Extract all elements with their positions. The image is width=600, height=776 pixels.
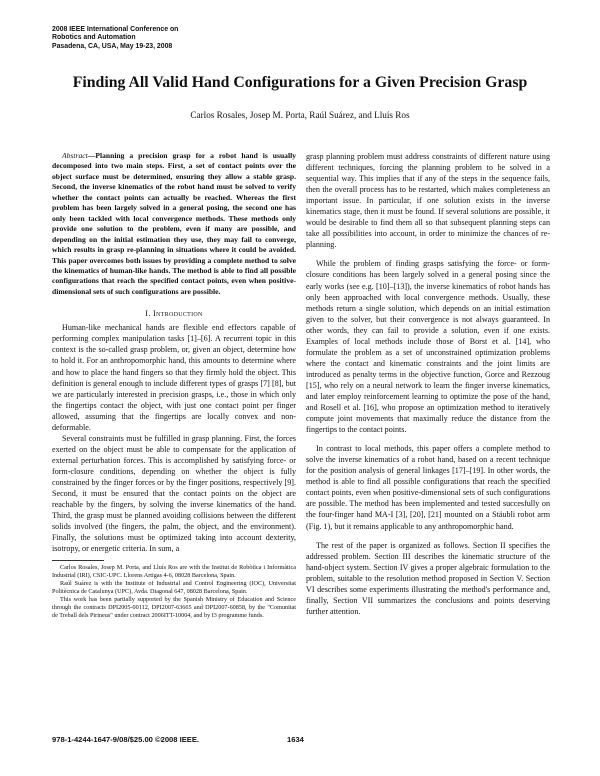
- paper-title: Finding All Valid Hand Configurations for a Given Precision Grasp: [72, 74, 528, 91]
- footnote-divider: [52, 560, 104, 561]
- paragraph: While the problem of finding grasps satisfying the force- or form-closure conditions has been largely solved in a general posing since the early works (see e.g. [10]–[13]), the inverse kinematics of robot hands has only been approached with local convergence methods. Usually, these methods return a single solution, which depends on an initial estimation given to the solver, but their convergence is not always guaranteed. In other words, they can fail to provide a solution, even if one exists. Examples of local methods include those of Borst et al. [14], who formulate the problem as a set of unconstrained optimization problems where the contact and kinematic constraints and the joint limits are introduced as penalty terms in the objective function, Gorce and Rezzoug [15], who rely on a neural network to learn the finger inverse kinematics, and later employ reinforcement learning to optimize the pose of the hand, and Rosell et al. [16], who propose an optimization method to iteratively compute joint movements that maximally reduce the distance from the fingertips to the contact points.: [306, 259, 550, 435]
- abstract: [52, 151, 296, 297]
- conference-line: 2008 IEEE International Conference on: [52, 26, 179, 33]
- conference-line: Pasadena, CA, USA, May 19-23, 2008: [52, 42, 173, 50]
- footnote: Carlos Rosales, Josep M. Porta, and Lluís Ros are with the Institut de Robòtica i Informàtica Industrial (IRI), CSIC-UPC. Llorens Artigas 4-6, 08028 Barcelona, Spain.: [52, 564, 296, 580]
- conference-line: Robotics and Automation: [52, 34, 136, 42]
- footnote: This work has been partially supported by the Spanish Ministry of Education and Science through the contracts DPI2005-00112, DPI2007-63665 and DPI2007-60858, by the "Comunitat de Treball dels Pirineus" under contract 2006ITT-10004, and by I3 programme funds.: [52, 595, 296, 619]
- abstract-label: Abstract: [62, 151, 88, 160]
- conference-header: [52, 26, 272, 51]
- isbn-footer: 978-1-4244-1647-9/08/$25.00 ©2008 IEEE.: [52, 735, 200, 744]
- paragraph: The rest of the paper is organized as follows. Section II specifies the addressed problem. Section III describes the kinematic structure of the hand-object system. Section IV gives a proper algebraic formulation to the problem, suitable to the resolution method proposed in Section V. Section VI describes some experiments illustrating the method's performance and, finally, Section VII summarizes the conclusions and points deserving further attention.: [306, 540, 550, 616]
- paragraph: Several constraints must be fulfilled in grasp planning. First, the forces exerted on the object must be able to compensate for the application of external perturbation forces. This is accomplished by satisfying force- or form-closure conditions, depending on whether the object is fully constrained by the finger forces or by the finger positions, respectively [9]. Second, it must be ensured that the contact points on the object are reachable by the fingers, by solving the inverse kinematics of the hand. Third, the grasp must be planned avoiding collisions between the different solids involved (the fingers, the palm, the object, and the environment). Finally, the solutions must be optimized taking into account dexterity, isotropy, or energetic criteria. In sum, a: [52, 433, 296, 554]
- paragraph: In contrast to local methods, this paper offers a complete method to solve the inverse kinematics of a robot hand, based on a recent technique for the position analysis of general linkages [17]–[19]. In other words, the method is able to find all possible configurations that reach the specified contact points, even when positive-dimensional sets of such configurations are possible. The method has been implemented and tested succesfully on the four-finger hand MA-I [3], [20], [21] mounted on a Stäubli robot arm (Fig. 1), but it remains applicable to any anthropomorphic hand.: [306, 444, 550, 531]
- section-heading-introduction: I. Introduction: [145, 309, 203, 319]
- paragraph: grasp planning problem must address constraints of different nature using different techniques, forcing the planning problem to be solved in a sequential way. This implies that if any of the steps in the sequence fails, then the overall process has to be restarted, which makes completeness an important issue. In particular, if one solution exists in the inverse kinematics stage, then it must be found. If several solutions are possible, it would be desirable to find them all so that subsequent planning steps can take all possibilities into account, in order to minimize the chances of re-planning.: [306, 152, 550, 250]
- page-number: 1634: [287, 735, 304, 744]
- left-column: [52, 151, 296, 620]
- footnote: Raúl Suárez is with the Institute of Industrial and Control Engineering (IOC), Universitat Politècnica de Catalunya (UPC), Avda. Diagonal 647, 08028 Barcelona, Spain.: [52, 580, 296, 596]
- abstract-text: —Planning a precision grasp for a robot hand is usually decomposed into two main steps. First, a set of contact points over the object surface must be determined, ensuring they allow a stable grasp. Second, the inverse kinematics of the robot hand must be solved to verify whether the contact points can actually be reached. Whereas the first problem has been largely solved in a general posing, the second one has only been tackled with local convergence methods. These methods only provide one solution to the problem, even if many are possible, and depending on the initial estimation they use, they may fail to converge, which results in grasp re-planning in situations where it could be avoided. This paper overcomes both issues by providing a complete method to solve the kinematics of human-like hands. The method is able to find all possible configurations that reach the specified contact points, even when positive-dimensional sets of such configurations are possible.: [52, 151, 296, 296]
- paper-authors: Carlos Rosales, Josep M. Porta, Raúl Suárez, and Lluís Ros: [190, 110, 410, 120]
- paragraph: Human-like mechanical hands are flexible end effectors capable of performing complex manipulation tasks [1]–[6]. A recurrent topic in this context is the so-called grasp problem, or, given an object, determine how to hold it. For an anthropomorphic hand, this amounts to determine where and how to place the hand fingers so that they firmly hold the object. This definition is general enough to include different types of grasps [7] [8], but we are particularly interested in precision grasps, i.e., those in which only the fingertips contact the object, with just one contact point per finger allowed, assuming that the fingertips are locally convex and non-deformable.: [52, 323, 296, 432]
- right-column: [306, 151, 550, 617]
